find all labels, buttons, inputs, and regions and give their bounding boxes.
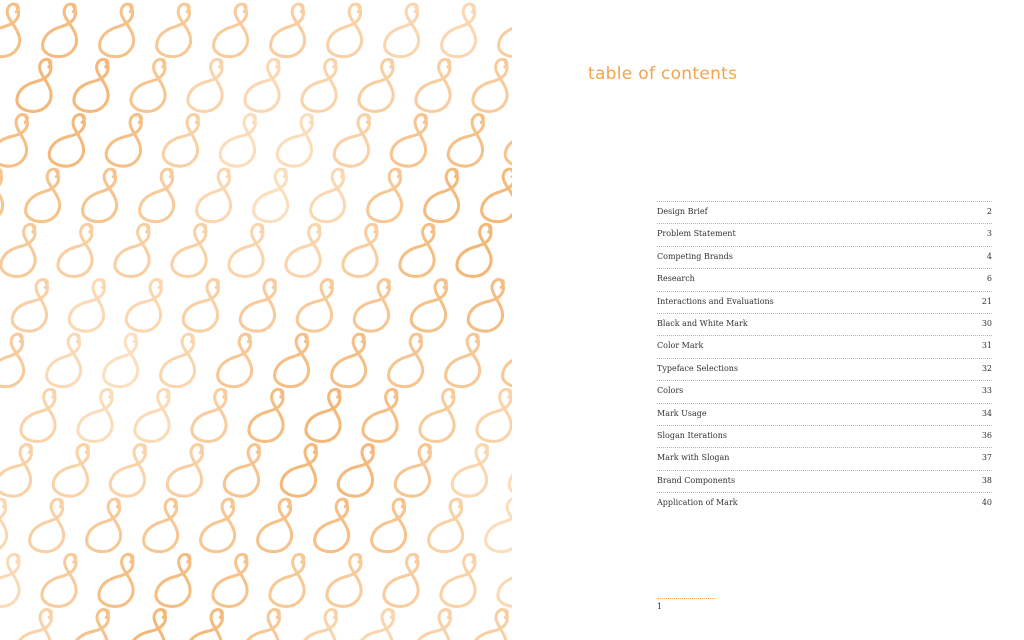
ampersand-loop-icon (0, 0, 30, 62)
ampersand-loop-icon (226, 219, 275, 282)
ampersand-loop-icon (154, 0, 202, 62)
ampersand-loop-icon (267, 549, 316, 612)
ampersand-loop-icon (242, 54, 291, 117)
ampersand-loop-icon (483, 494, 512, 556)
toc-item-label: Typeface Selections (657, 363, 739, 373)
ampersand-loop-icon (40, 0, 88, 62)
ampersand-loop-icon (324, 549, 373, 612)
ampersand-loop-icon (445, 109, 495, 172)
toc-item-label: Research (657, 274, 695, 284)
ampersand-loop-icon (123, 274, 173, 337)
toc-item-page: 30 (981, 318, 992, 328)
ampersand-loop-icon (169, 219, 218, 282)
ampersand-loop-icon (0, 329, 34, 391)
ampersand-loop-icon (303, 384, 352, 447)
ampersand-loop-icon (392, 439, 442, 502)
ampersand-loop-icon (137, 164, 185, 226)
ampersand-loop-icon (335, 439, 385, 502)
ampersand-loop-icon (71, 54, 120, 117)
toc-item-label: Black and White Mark (657, 318, 748, 328)
ampersand-loop-icon (132, 384, 181, 447)
ampersand-loop-icon (388, 109, 438, 172)
toc-item[interactable] (657, 201, 992, 223)
ampersand-loop-icon (251, 164, 299, 226)
ampersand-loop-icon (0, 274, 3, 337)
toc-item[interactable] (657, 403, 992, 425)
ampersand-loop-icon (221, 439, 271, 502)
toc-page (512, 0, 1024, 640)
ampersand-loop-icon (0, 549, 31, 612)
ampersand-loop-icon (0, 164, 13, 226)
ampersand-loop-icon (103, 109, 153, 172)
ampersand-loop-icon (153, 549, 202, 612)
toc-item[interactable] (657, 246, 992, 268)
ampersand-loop-icon (185, 54, 234, 117)
ampersand-loop-icon (299, 54, 348, 117)
ampersand-loop-icon (422, 164, 470, 226)
toc-item-label: Mark with Slogan (657, 453, 730, 463)
toc-item-label: Design Brief (657, 207, 708, 216)
ampersand-loop-icon (9, 274, 59, 337)
toc-item-label: Problem Statement (657, 229, 736, 239)
ampersand-loop-icon (0, 439, 44, 502)
ampersand-loop-icon (502, 109, 512, 172)
ampersand-loop-icon (160, 109, 210, 172)
toc-item-page: 34 (981, 408, 992, 418)
ampersand-loop-icon (0, 384, 10, 447)
ampersand-loop-icon (294, 274, 344, 337)
toc-item-label: Competing Brands (657, 251, 733, 261)
toc-item-page: 21 (981, 296, 992, 306)
ampersand-loop-icon (0, 219, 47, 282)
toc-item[interactable] (657, 425, 992, 447)
ampersand-loop-icon (500, 329, 512, 391)
ampersand-loop-icon (80, 164, 128, 226)
toc-title: table of contents (588, 64, 738, 84)
ampersand-loop-icon (211, 0, 259, 62)
ampersand-loop-icon (465, 274, 512, 337)
toc-item-label: Brand Components (657, 475, 736, 485)
ampersand-loop-icon (194, 164, 242, 226)
toc-item[interactable] (657, 268, 992, 290)
ampersand-loop-icon (443, 329, 491, 391)
toc-item-page: 38 (981, 475, 992, 485)
ampersand-loop-icon (312, 494, 360, 556)
ampersand-loop-icon (298, 604, 348, 640)
ampersand-loop-icon (0, 494, 17, 556)
toc-item[interactable] (657, 492, 992, 514)
ampersand-loop-icon (246, 384, 295, 447)
ampersand-loop-icon (107, 439, 157, 502)
ampersand-loop-icon (158, 329, 206, 391)
ampersand-loop-icon (0, 604, 7, 640)
ampersand-loop-icon (127, 604, 177, 640)
ampersand-loop-icon (189, 384, 238, 447)
ampersand-loop-icon (331, 109, 381, 172)
ampersand-loop-icon (355, 604, 405, 640)
toc-item[interactable] (657, 223, 992, 245)
ampersand-loop-icon (308, 164, 356, 226)
ampersand-loop-icon (408, 274, 458, 337)
ampersand-loop-icon (454, 219, 503, 282)
ampersand-loop-icon (369, 494, 417, 556)
ampersand-loop-icon (381, 549, 430, 612)
ampersand-loop-icon (210, 549, 259, 612)
ampersand-loop-icon (55, 219, 104, 282)
ampersand-loop-icon (340, 219, 389, 282)
toc-item-page: 40 (981, 498, 992, 508)
ampersand-loop-icon (96, 549, 145, 612)
ampersand-loop-icon (39, 549, 88, 612)
ampersand-loop-icon (382, 0, 430, 62)
toc-item[interactable] (657, 380, 992, 402)
ampersand-loop-icon (470, 54, 512, 117)
ampersand-loop-icon (386, 329, 434, 391)
toc-item[interactable] (657, 335, 992, 357)
ampersand-loop-icon (474, 384, 512, 447)
ampersand-loop-icon (14, 54, 63, 117)
ampersand-loop-icon (397, 219, 446, 282)
toc-item-label: Interactions and Evaluations (657, 296, 774, 306)
ampersand-loop-icon (449, 439, 499, 502)
ampersand-loop-icon (479, 164, 512, 226)
ampersand-loop-icon (75, 384, 124, 447)
toc-item-page: 37 (981, 453, 992, 463)
toc-item[interactable] (657, 447, 992, 469)
toc-item-page: 3 (986, 229, 992, 239)
toc-item[interactable] (657, 291, 992, 313)
ampersand-loop-icon (469, 604, 512, 640)
ampersand-loop-icon (13, 604, 63, 640)
toc-item-page: 33 (981, 386, 992, 396)
ampersand-loop-icon (496, 0, 512, 62)
toc-item-label: Color Mark (657, 341, 704, 351)
toc-item-label: Mark Usage (657, 408, 707, 418)
ampersand-loop-icon (426, 494, 474, 556)
toc-item-page: 36 (981, 430, 992, 440)
toc-item[interactable] (657, 358, 992, 380)
toc-item-page: 2 (986, 207, 992, 216)
ampersand-loop-icon (439, 0, 487, 62)
page-number: 1 (657, 598, 715, 611)
ampersand-loop-icon (329, 329, 377, 391)
ampersand-loop-icon (180, 274, 230, 337)
ampersand-loop-icon (272, 329, 320, 391)
ampersand-loop-icon (198, 494, 246, 556)
ampersand-loop-icon (44, 329, 92, 391)
toc-item-page: 4 (986, 251, 992, 261)
toc-item[interactable] (657, 470, 992, 492)
ampersand-loop-icon (217, 109, 267, 172)
ampersand-loop-icon (84, 494, 132, 556)
ampersand-loop-icon (360, 384, 409, 447)
ampersand-loop-icon (274, 109, 324, 172)
ampersand-loop-icon (495, 549, 512, 612)
ampersand-loop-icon (268, 0, 316, 62)
ampersand-loop-icon (351, 274, 401, 337)
ampersand-loop-icon (97, 0, 145, 62)
ampersand-loop-icon (112, 219, 161, 282)
ampersand-loop-icon (184, 604, 234, 640)
ampersand-loop-icon (164, 439, 214, 502)
ampersand-loop-icon (128, 54, 177, 117)
ampersand-loop-icon (50, 439, 100, 502)
toc-item-label: Slogan Iterations (657, 430, 727, 440)
toc-list (657, 201, 992, 514)
toc-item-label: Application of Mark (657, 498, 738, 508)
toc-item-page: 32 (981, 363, 992, 373)
toc-item-page: 31 (981, 341, 992, 351)
toc-item[interactable] (657, 313, 992, 335)
ampersand-loop-icon (0, 109, 40, 172)
ampersand-loop-icon (325, 0, 373, 62)
ampersand-loop-icon (237, 274, 287, 337)
ampersand-loop-icon (356, 54, 405, 117)
ampersand-loop-icon (215, 329, 263, 391)
ampersand-loop-icon (412, 604, 462, 640)
ampersand-loop-icon (66, 274, 116, 337)
ampersand-loop-icon (46, 109, 96, 172)
ampersand-loop-icon (141, 494, 189, 556)
ampersand-loop-icon (417, 384, 466, 447)
toc-item-page: 6 (986, 274, 992, 284)
ampersand-loop-icon (365, 164, 413, 226)
toc-item-label: Colors (657, 386, 684, 396)
ampersand-loop-icon (27, 494, 75, 556)
ampersand-loop-icon (23, 164, 71, 226)
ampersand-loop-icon (0, 54, 6, 117)
ampersand-loop-icon (18, 384, 67, 447)
ampersand-loop-icon (255, 494, 303, 556)
ampersand-loop-icon (283, 219, 332, 282)
ampersand-loop-icon (70, 604, 120, 640)
ampersand-loop-icon (413, 54, 462, 117)
ampersand-loop-icon (101, 329, 149, 391)
ampersand-loop-icon (438, 549, 487, 612)
ampersand-loop-icon (241, 604, 291, 640)
ampersand-loop-icon (278, 439, 328, 502)
